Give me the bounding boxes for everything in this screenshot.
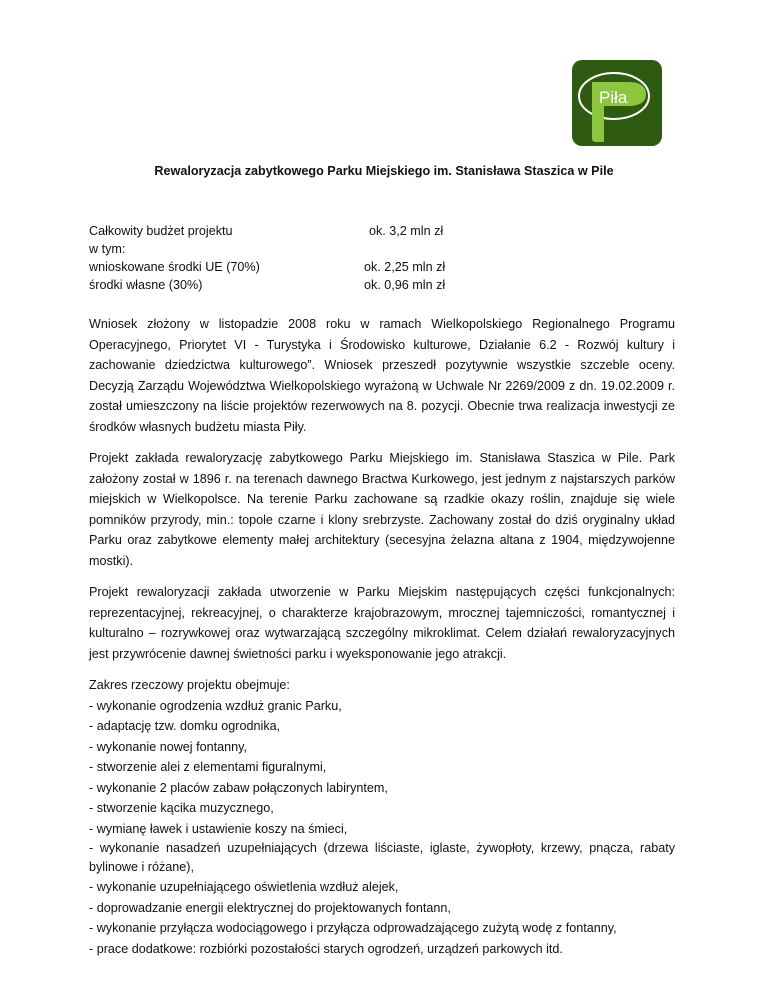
list-item: - stworzenie kącika muzycznego, [89, 801, 274, 815]
budget-eu-label: wnioskowane środki UE (70%) [89, 260, 260, 274]
budget-table [89, 222, 489, 294]
list-item: - wykonanie przyłącza wodociągowego i przyłącza odprowadzającego zużytą wodę z fontanny, [89, 921, 617, 935]
budget-row-eu [89, 258, 489, 276]
list-item: - adaptację tzw. domku ogrodnika, [89, 719, 281, 733]
list-item: - wykonanie uzupełniającego oświetlenia wzdłuż alejek, [89, 880, 399, 894]
budget-total-value: ok. 3,2 mln zł [369, 224, 444, 238]
list-item: - prace dodatkowe: rozbiórki pozostałości starych ogrodzeń, urządzeń parkowych itd. [89, 941, 563, 956]
document-body [89, 314, 675, 959]
budget-eu-value: ok. 2,25 mln zł [364, 260, 446, 274]
budget-own-label: środki własne (30%) [89, 278, 203, 292]
budget-row-total [89, 222, 489, 240]
list-item: - wykonanie 2 placów zabaw połączonych labiryntem, [89, 780, 388, 795]
budget-own-value: ok. 0,96 mln zł [364, 278, 446, 292]
logo-text: Piła [599, 88, 628, 107]
budget-total-label: Całkowity budżet projektu [89, 224, 233, 238]
paragraph-park-description: Projekt zakłada rewaloryzację zabytkowego Parku Miejskiego im. Stanisława Staszica w Pile. Park założony został w 1896 r. na terenach dawnego Bractwa Kurkowego, jest jednym z najstarszych parków miejskich w Wielkopolsce. Na terenie Parku zachowane są rzadkie okazy roślin, znajduje się wiele pomników przyrody, min.: topole czarne i klony srebrzyste. Zachowany został do dziś oryginalny układ Parku oraz zabytkowe elementy małej architektury (secesyjna żelazna altana z 1904, międzywojenne mostki). [89, 451, 675, 568]
scope-list [89, 696, 675, 960]
list-item: - wymianę ławek i ustawienie koszy na śmieci, [89, 821, 348, 836]
list-item: - stworzenie alei z elementami figuralnymi, [89, 760, 327, 774]
paragraph-application: Wniosek złożony w listopadzie 2008 roku w ramach Wielkopolskiego Regionalnego Programu Operacyjnego, Priorytet VI - Turystyka i Środowisko kulturowe, Działanie 6.2 - Rozwój kultury i zachowanie dziedzictwa kulturowego”. Wniosek przeszedł pozytywnie wszystkie szczeble oceny. Decyzją Zarządu Województwa Wielkopolskiego wyrażoną w Uchwale Nr 2269/2009 z dn. 19.02.2009 r. został umieszczony na liście projektów rezerwowych na 8. pozycji. Obecnie trwa realizacja inwestycji ze środków własnych budżetu miasta Piły. [89, 317, 675, 434]
budget-row-of-which [89, 240, 489, 258]
list-item: - wykonanie ogrodzenia wzdłuż granic Parku, [89, 698, 342, 713]
scope-heading: Zakres rzeczowy projektu obejmuje: [89, 678, 290, 692]
budget-row-own [89, 276, 489, 294]
paragraph-functional-parts: Projekt rewaloryzacji zakłada utworzenie w Parku Miejskim następujących części funkcjonalnych: reprezentacyjnej, rekreacyjnej, o charakterze krajobrazowym, mrocznej tajemniczości, romantycznej i kulturalno – rozrywkowej oraz wytwarzającą szczególny mikroklimat. Celem działań rewaloryzacyjnych jest przywrócenie dawnej świetności parku i wyeksponowanie jego atrakcji. [89, 585, 675, 661]
budget-of-which-label: w tym: [89, 242, 126, 256]
pila-city-logo-icon [572, 60, 662, 146]
page-title: Rewaloryzacja zabytkowego Parku Miejskiego im. Stanisława Staszica w Pile [154, 164, 614, 178]
list-item: - doprowadzanie energii elektrycznej do projektowanych fontann, [89, 900, 451, 915]
pila-logo-graphic [572, 60, 662, 146]
list-item: - wykonanie nowej fontanny, [89, 739, 247, 754]
list-item: - wykonanie nasadzeń uzupełniających (drzewa liściaste, iglaste, żywopłoty, krzewy, pnącza, rabaty bylinowe i różane), [89, 841, 675, 874]
